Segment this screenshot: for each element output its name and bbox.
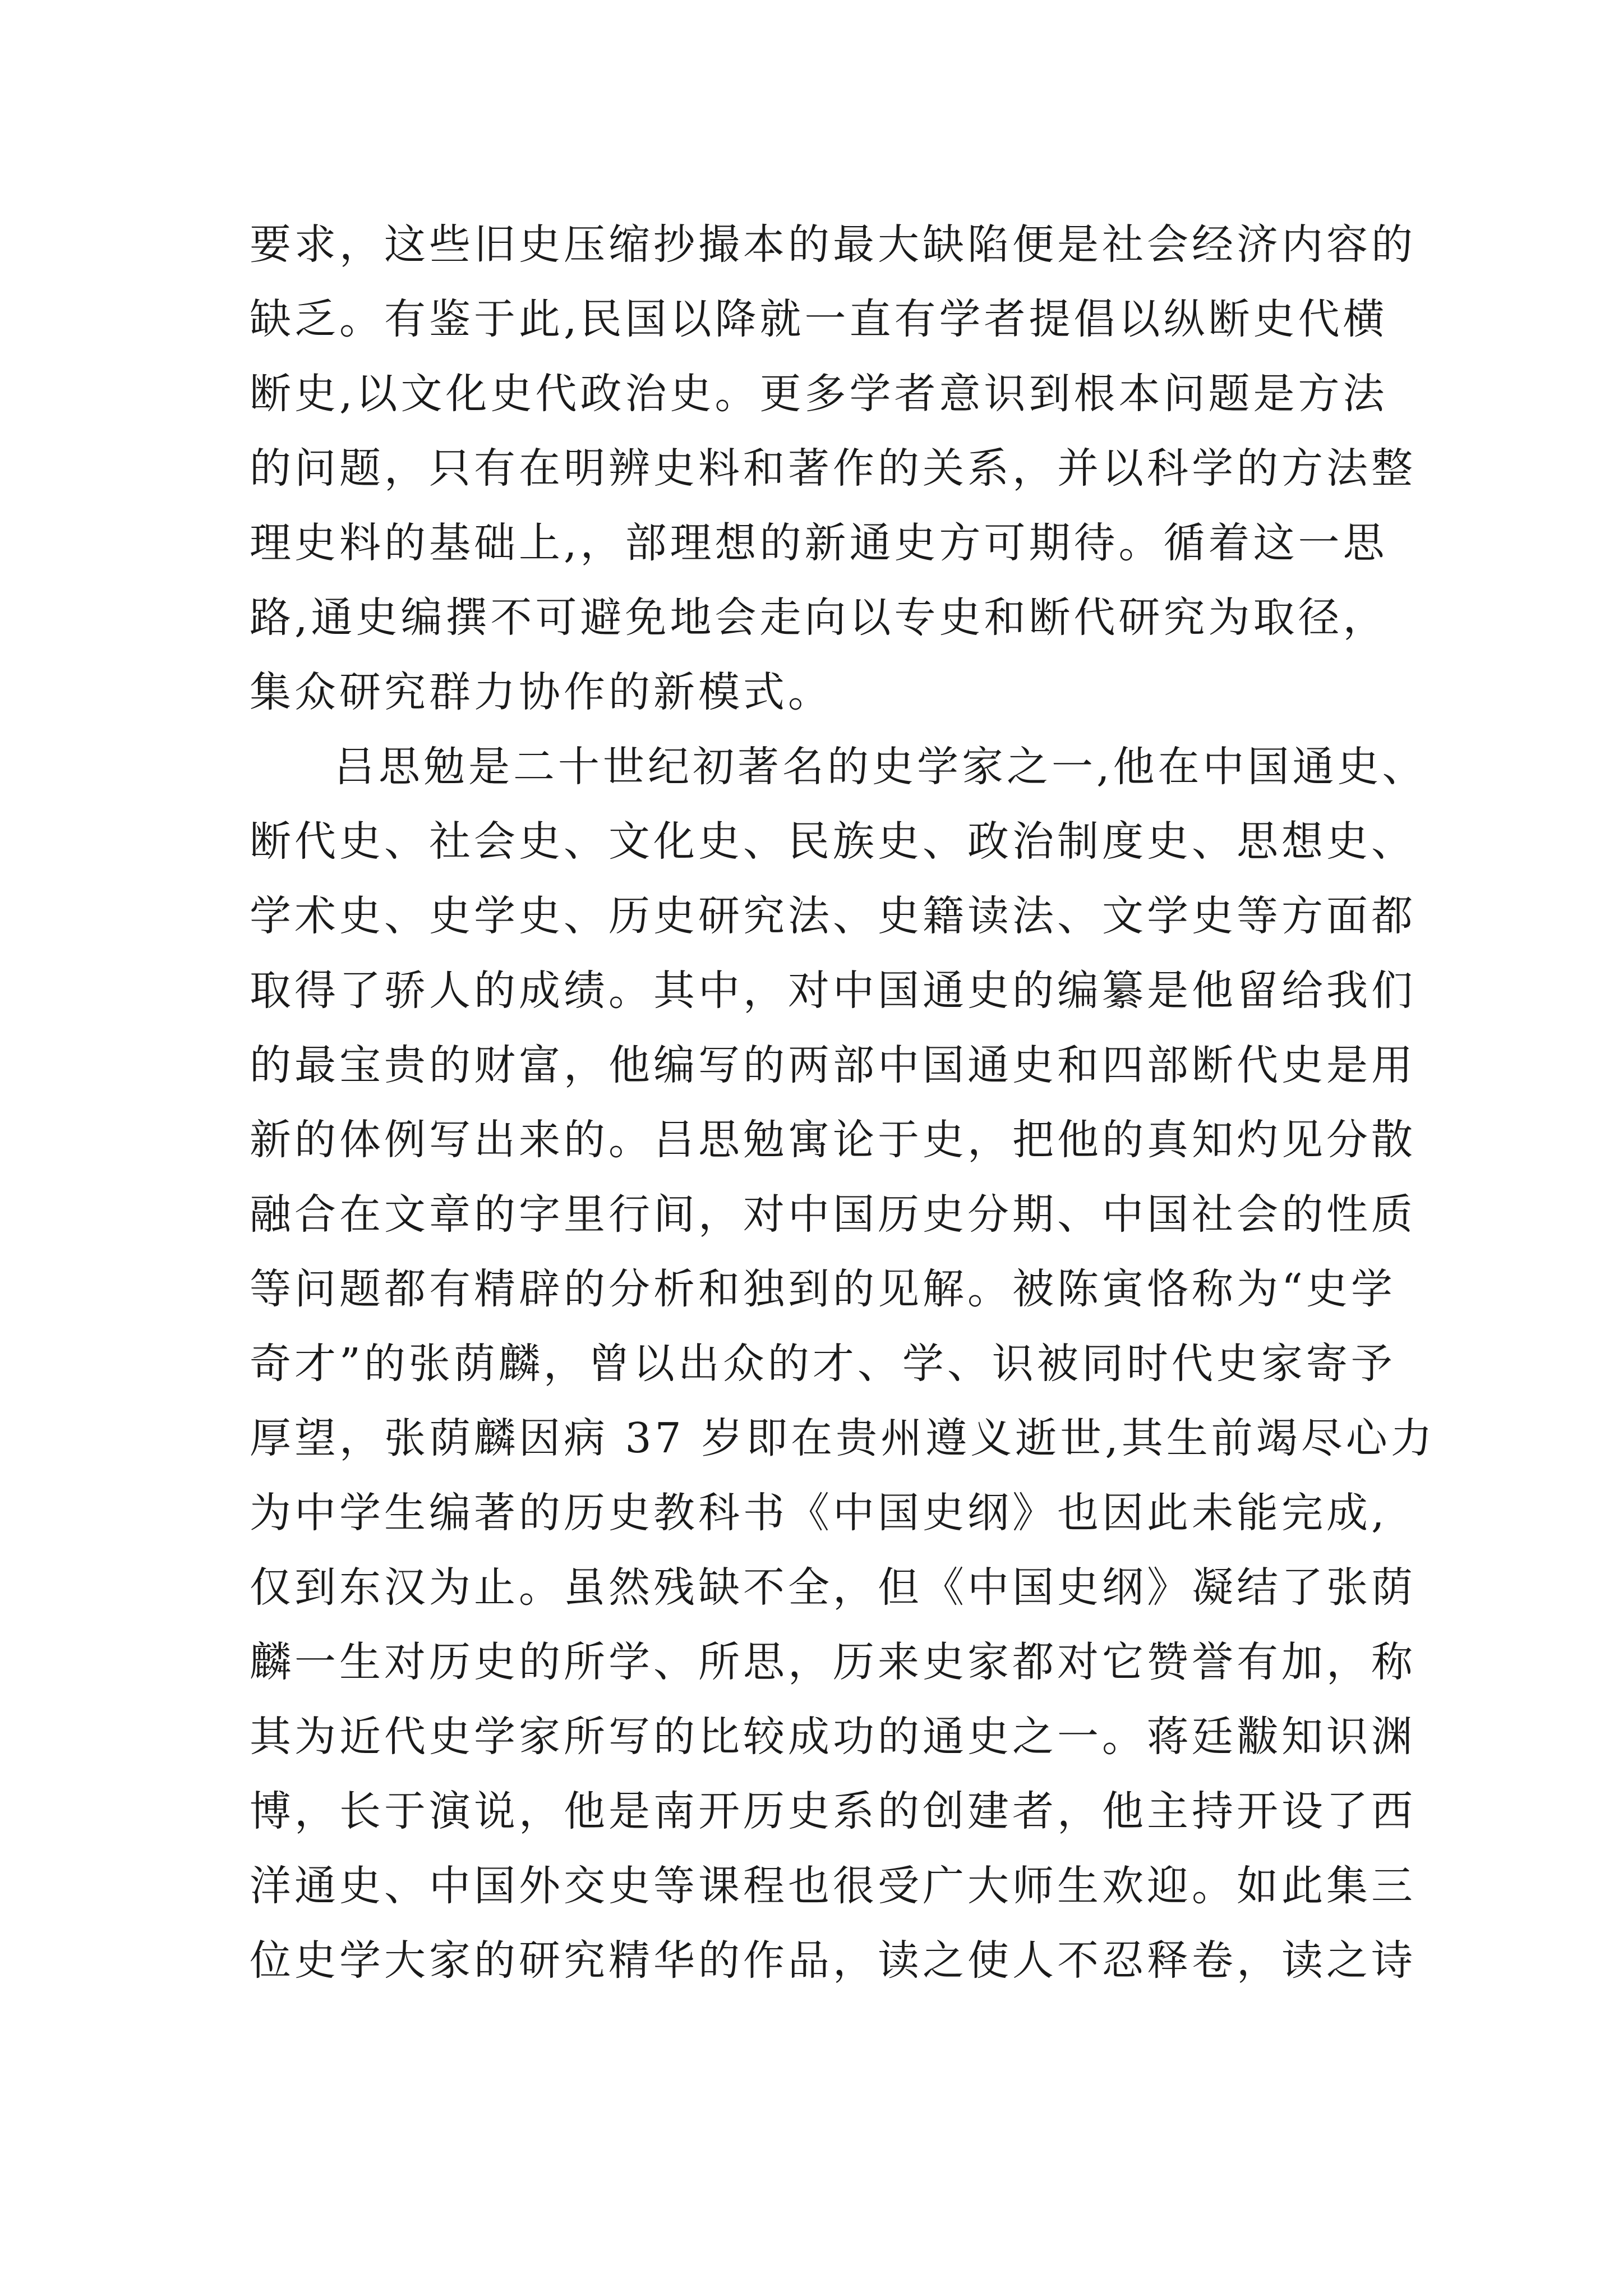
text-line: 仅到东汉为止。虽然残缺不全，但《中国史纲》凝结了张荫 <box>250 1563 1416 1612</box>
text-line: 缺乏。有鉴于此,民国以降就一直有学者提倡以纵断史代横 <box>250 295 1388 343</box>
text-line: 集众研究群力协作的新模式。 <box>250 668 833 716</box>
text-line: 其为近代史学家所写的比较成功的通史之一。蒋廷黻知识渊 <box>250 1713 1416 1761</box>
text-line: 理史料的基础上,，部理想的新通史方可期待。循着这一思 <box>250 519 1388 567</box>
text-line: 新的体例写出来的。吕思勉寓论于史，把他的真知灼见分散 <box>250 1116 1416 1164</box>
text-line: 的最宝贵的财富，他编写的两部中国通史和四部断代史是用 <box>250 1041 1416 1089</box>
body-text <box>250 208 1436 1998</box>
text-line: 学术史、史学史、历史研究法、史籍读法、文学史等方面都 <box>250 892 1416 940</box>
text-line: 要求，这些旧史压缩抄撮本的最大缺陷便是社会经济内容的 <box>250 220 1416 269</box>
text-line: 奇才”的张荫麟，曾以出众的才、学、识被同时代史家寄予 <box>250 1340 1396 1388</box>
text-line: 的问题，只有在明辨史料和著作的关系，并以科学的方法整 <box>250 444 1416 493</box>
text-line: 位史学大家的研究精华的作品，读之使人不忍释卷，读之诗 <box>250 1936 1416 1985</box>
text-line: 洋通史、中国外交史等课程也很受广大师生欢迎。如此集三 <box>250 1862 1416 1910</box>
text-line: 融合在文章的字里行间，对中国历史分期、中国社会的性质 <box>250 1190 1416 1239</box>
text-line: 断代史、社会史、文化史、民族史、政治制度史、思想史、 <box>250 817 1416 866</box>
text-line: 取得了骄人的成绩。其中，对中国通史的编纂是他留给我们 <box>250 967 1416 1015</box>
text-line: 断史,以文化史代政治史。更多学者意识到根本问题是方法 <box>250 370 1388 418</box>
text-line: 厚望，张荫麟因病 37 岁即在贵州遵义逝世,其生前竭尽心力 <box>250 1414 1436 1462</box>
text-line: 等问题都有精辟的分析和独到的见解。被陈寅恪称为“史学 <box>250 1265 1396 1313</box>
text-line: 路,通史编撰不可避免地会走向以专史和断代研究为取径， <box>250 593 1388 642</box>
paragraph-first-line: 吕思勉是二十世纪初著名的史学家之一,他在中国通史、 <box>334 743 1427 791</box>
text-line: 为中学生编著的历史教科书《中国史纲》也因此未能完成, <box>250 1489 1388 1537</box>
text-line: 博，长于演说，他是南开历史系的创建者，他主持开设了西 <box>250 1787 1416 1835</box>
text-line: 麟一生对历史的所学、所思，历来史家都对它赞誉有加，称 <box>250 1638 1416 1686</box>
